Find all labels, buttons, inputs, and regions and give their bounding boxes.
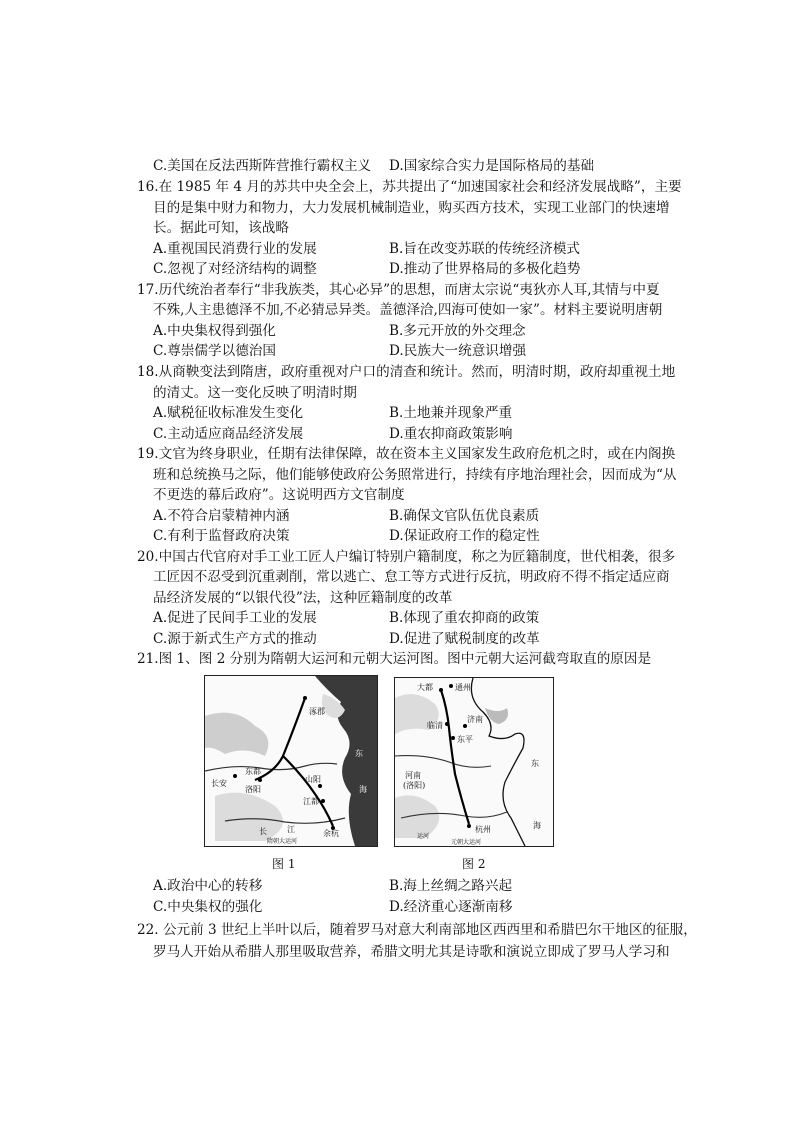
map2-label-8: 海 — [533, 821, 541, 830]
coastline — [471, 678, 525, 846]
map1-label-2: 东都 — [245, 767, 261, 776]
city-dot-dongping — [451, 736, 455, 740]
q19-option-a: A.不符合启蒙精神内涵 — [153, 508, 290, 524]
q17-option-d: D.民族大一统意识增强 — [389, 343, 527, 359]
city-dot-hangzhou — [467, 824, 471, 828]
city-dot-linqing — [445, 722, 449, 726]
figure-2-caption: 图 2 — [462, 857, 486, 871]
map1-label-10: 海 — [359, 785, 367, 794]
q21-option-a: A.政治中心的转移 — [153, 878, 263, 894]
q21-stem-line-1: 21.图 1、图 2 分别为隋朝大运河和元朝大运河图。图中元朝大运河截弯取直的原因是 — [137, 651, 652, 667]
yellow-river — [395, 756, 491, 768]
city-dot-jiangdu — [321, 799, 325, 803]
map2-legend-label: 运河 — [417, 833, 430, 840]
q21-option-d: D.经济重心逐渐南移 — [389, 899, 513, 915]
figure-1-sui-canal-map — [204, 675, 378, 847]
map2-label-6: (洛阳) — [403, 781, 426, 790]
q15-option-c: C.美国在反法西斯阵营推行霸权主义 — [153, 158, 372, 174]
q22-stem-line-2: 罗马人开始从希腊人那里吸取营养，希腊文明尤其是诗歌和演说立即成了罗马人学习和 — [153, 944, 670, 960]
map1-label-7: 长 — [259, 827, 267, 836]
map1-label-4: 山阳 — [305, 775, 321, 784]
map2-label-2: 临清 — [427, 721, 443, 730]
map1-label-9: 东 — [355, 749, 363, 758]
shandong-peninsula — [485, 708, 508, 724]
map2-label-5: 河南 — [405, 771, 421, 780]
q20-option-a: A.促进了民间手工业的发展 — [153, 610, 317, 626]
yuan-canal-line — [441, 690, 469, 824]
q20-option-c: C.源于新式生产方式的推动 — [153, 631, 317, 647]
q19-option-c: C.有利于监督政府决策 — [153, 528, 290, 544]
terrain-southwest — [395, 795, 439, 838]
q17-option-b: B.多元开放的外交理念 — [389, 323, 526, 339]
map1-label-3: 洛阳 — [245, 785, 261, 794]
map2-label-4: 东平 — [457, 735, 473, 744]
q16-stem-line-1: 16.在 1985 年 4 月的苏共中央全会上，苏共提出了“加速国家社会和经济发展战略”，主要 — [137, 179, 682, 195]
q17-stem-line-2: 不殊,人主患德泽不加,不必猜忌异类。盖德泽洽,四海可使如一家”。材料主要说明唐朝 — [153, 302, 663, 318]
map2-label-3: 济南 — [467, 715, 483, 724]
map2-label-7: 东 — [531, 759, 539, 768]
q16-option-a: A.重视国民消费行业的发展 — [153, 241, 317, 257]
q18-option-c: C.主动适应商品经济发展 — [153, 426, 304, 442]
terrain-west — [205, 713, 268, 756]
city-dot-zhuojun — [303, 696, 307, 700]
q19-stem-line-1: 19.文官为终身职业，任期有法律保障，故在资本主义国家发生政府危机之时，或在内阁换 — [137, 446, 676, 462]
q18-stem-line-1: 18.从商鞅变法到隋唐，政府重视对户口的清查和统计。然而，明清时期，政府却重视土地 — [137, 364, 676, 380]
map1-label-8: 江 — [287, 825, 295, 834]
map1-label-6: 余杭 — [323, 829, 339, 838]
map2-label-1: 通州 — [455, 683, 471, 692]
city-dot-tongzhou — [449, 684, 453, 688]
map1-label-0: 涿郡 — [309, 707, 325, 716]
q15-option-d: D.国家综合实力是国际格局的基础 — [389, 158, 595, 174]
q18-option-d: D.重农抑商政策影响 — [389, 426, 513, 442]
q19-stem-line-3: 不更迭的幕后政府”。这说明西方文官制度 — [153, 487, 405, 503]
q19-option-b: B.确保文官队伍优良素质 — [389, 508, 540, 524]
q16-option-c: C.忽视了对经济结构的调整 — [153, 261, 317, 277]
q16-option-b: B.旨在改变苏联的传统经济模式 — [389, 241, 581, 257]
q19-stem-line-2: 班和总统换马之际，他们能够使政府公务照常进行，持续有序地治理社会，因而成为“从 — [153, 467, 677, 483]
map2-label-9: 杭州 — [475, 825, 491, 834]
q17-stem-line-1: 17.历代统治者奉行“非我族类，其心必异”的思想，而唐太宗说“夷狄亦人耳,其情与中夏 — [137, 282, 660, 298]
q20-stem-line-3: 品经济发展的“以银代役”法，这种匠籍制度的改革 — [153, 590, 453, 606]
map1-label-5: 江都 — [303, 797, 319, 806]
figure-2-yuan-canal-map — [394, 677, 554, 847]
map1-title: 隋朝大运河 — [267, 838, 298, 845]
q17-option-a: A.中央集权得到强化 — [153, 323, 276, 339]
map2-title: 元朝大运河 — [451, 839, 482, 846]
city-dot-changan — [233, 774, 237, 778]
city-dot-jinan — [463, 724, 467, 728]
figure-1-caption: 图 1 — [272, 857, 296, 871]
q17-option-c: C.尊崇儒学以德治国 — [153, 343, 276, 359]
q20-stem-line-1: 20.中国古代官府对手工业工匠人户编订特别户籍制度，称之为匠籍制度，世代相袭，很多 — [137, 549, 676, 565]
city-dot-shanyang — [318, 784, 322, 788]
city-dot-dadu — [439, 688, 443, 692]
yuan-map-drawing — [395, 678, 553, 846]
terrain-south — [215, 793, 283, 841]
map2-label-0: 大都 — [417, 683, 433, 692]
q18-stem-line-2: 的清丈。这一变化反映了明清时期 — [153, 385, 357, 401]
q16-stem-line-3: 长。据此可知，该战略 — [153, 220, 289, 236]
city-dot-luoyang — [258, 778, 262, 782]
q19-option-d: D.保证政府工作的稳定性 — [389, 528, 540, 544]
q18-option-b: B.土地兼并现象严重 — [389, 405, 513, 421]
q21-option-c: C.中央集权的强化 — [153, 899, 263, 915]
q20-stem-line-2: 工匠因不忍受到沉重剥削，常以逃亡、怠工等方式进行反抗，明政府不得不指定适应商 — [153, 569, 670, 585]
q22-stem-line-1: 22. 公元前 3 世纪上半叶以后，随着罗马对意大利南部地区西西里和希腊巴尔干地区的征服， — [137, 922, 697, 938]
sui-map-drawing — [205, 676, 377, 846]
q18-option-a: A.赋税征收标准发生变化 — [153, 405, 304, 421]
q16-stem-line-2: 目的是集中财力和物力，大力发展机械制造业，购买西方技术，实现工业部门的快速增 — [153, 200, 670, 216]
map1-label-1: 长安 — [211, 779, 227, 788]
q20-option-b: B.体现了重农抑商的政策 — [389, 610, 540, 626]
q16-option-d: D.推动了世界格局的多极化趋势 — [389, 261, 581, 277]
q20-option-d: D.促进了赋税制度的改革 — [389, 631, 540, 647]
q21-option-b: B.海上丝绸之路兴起 — [389, 878, 513, 894]
